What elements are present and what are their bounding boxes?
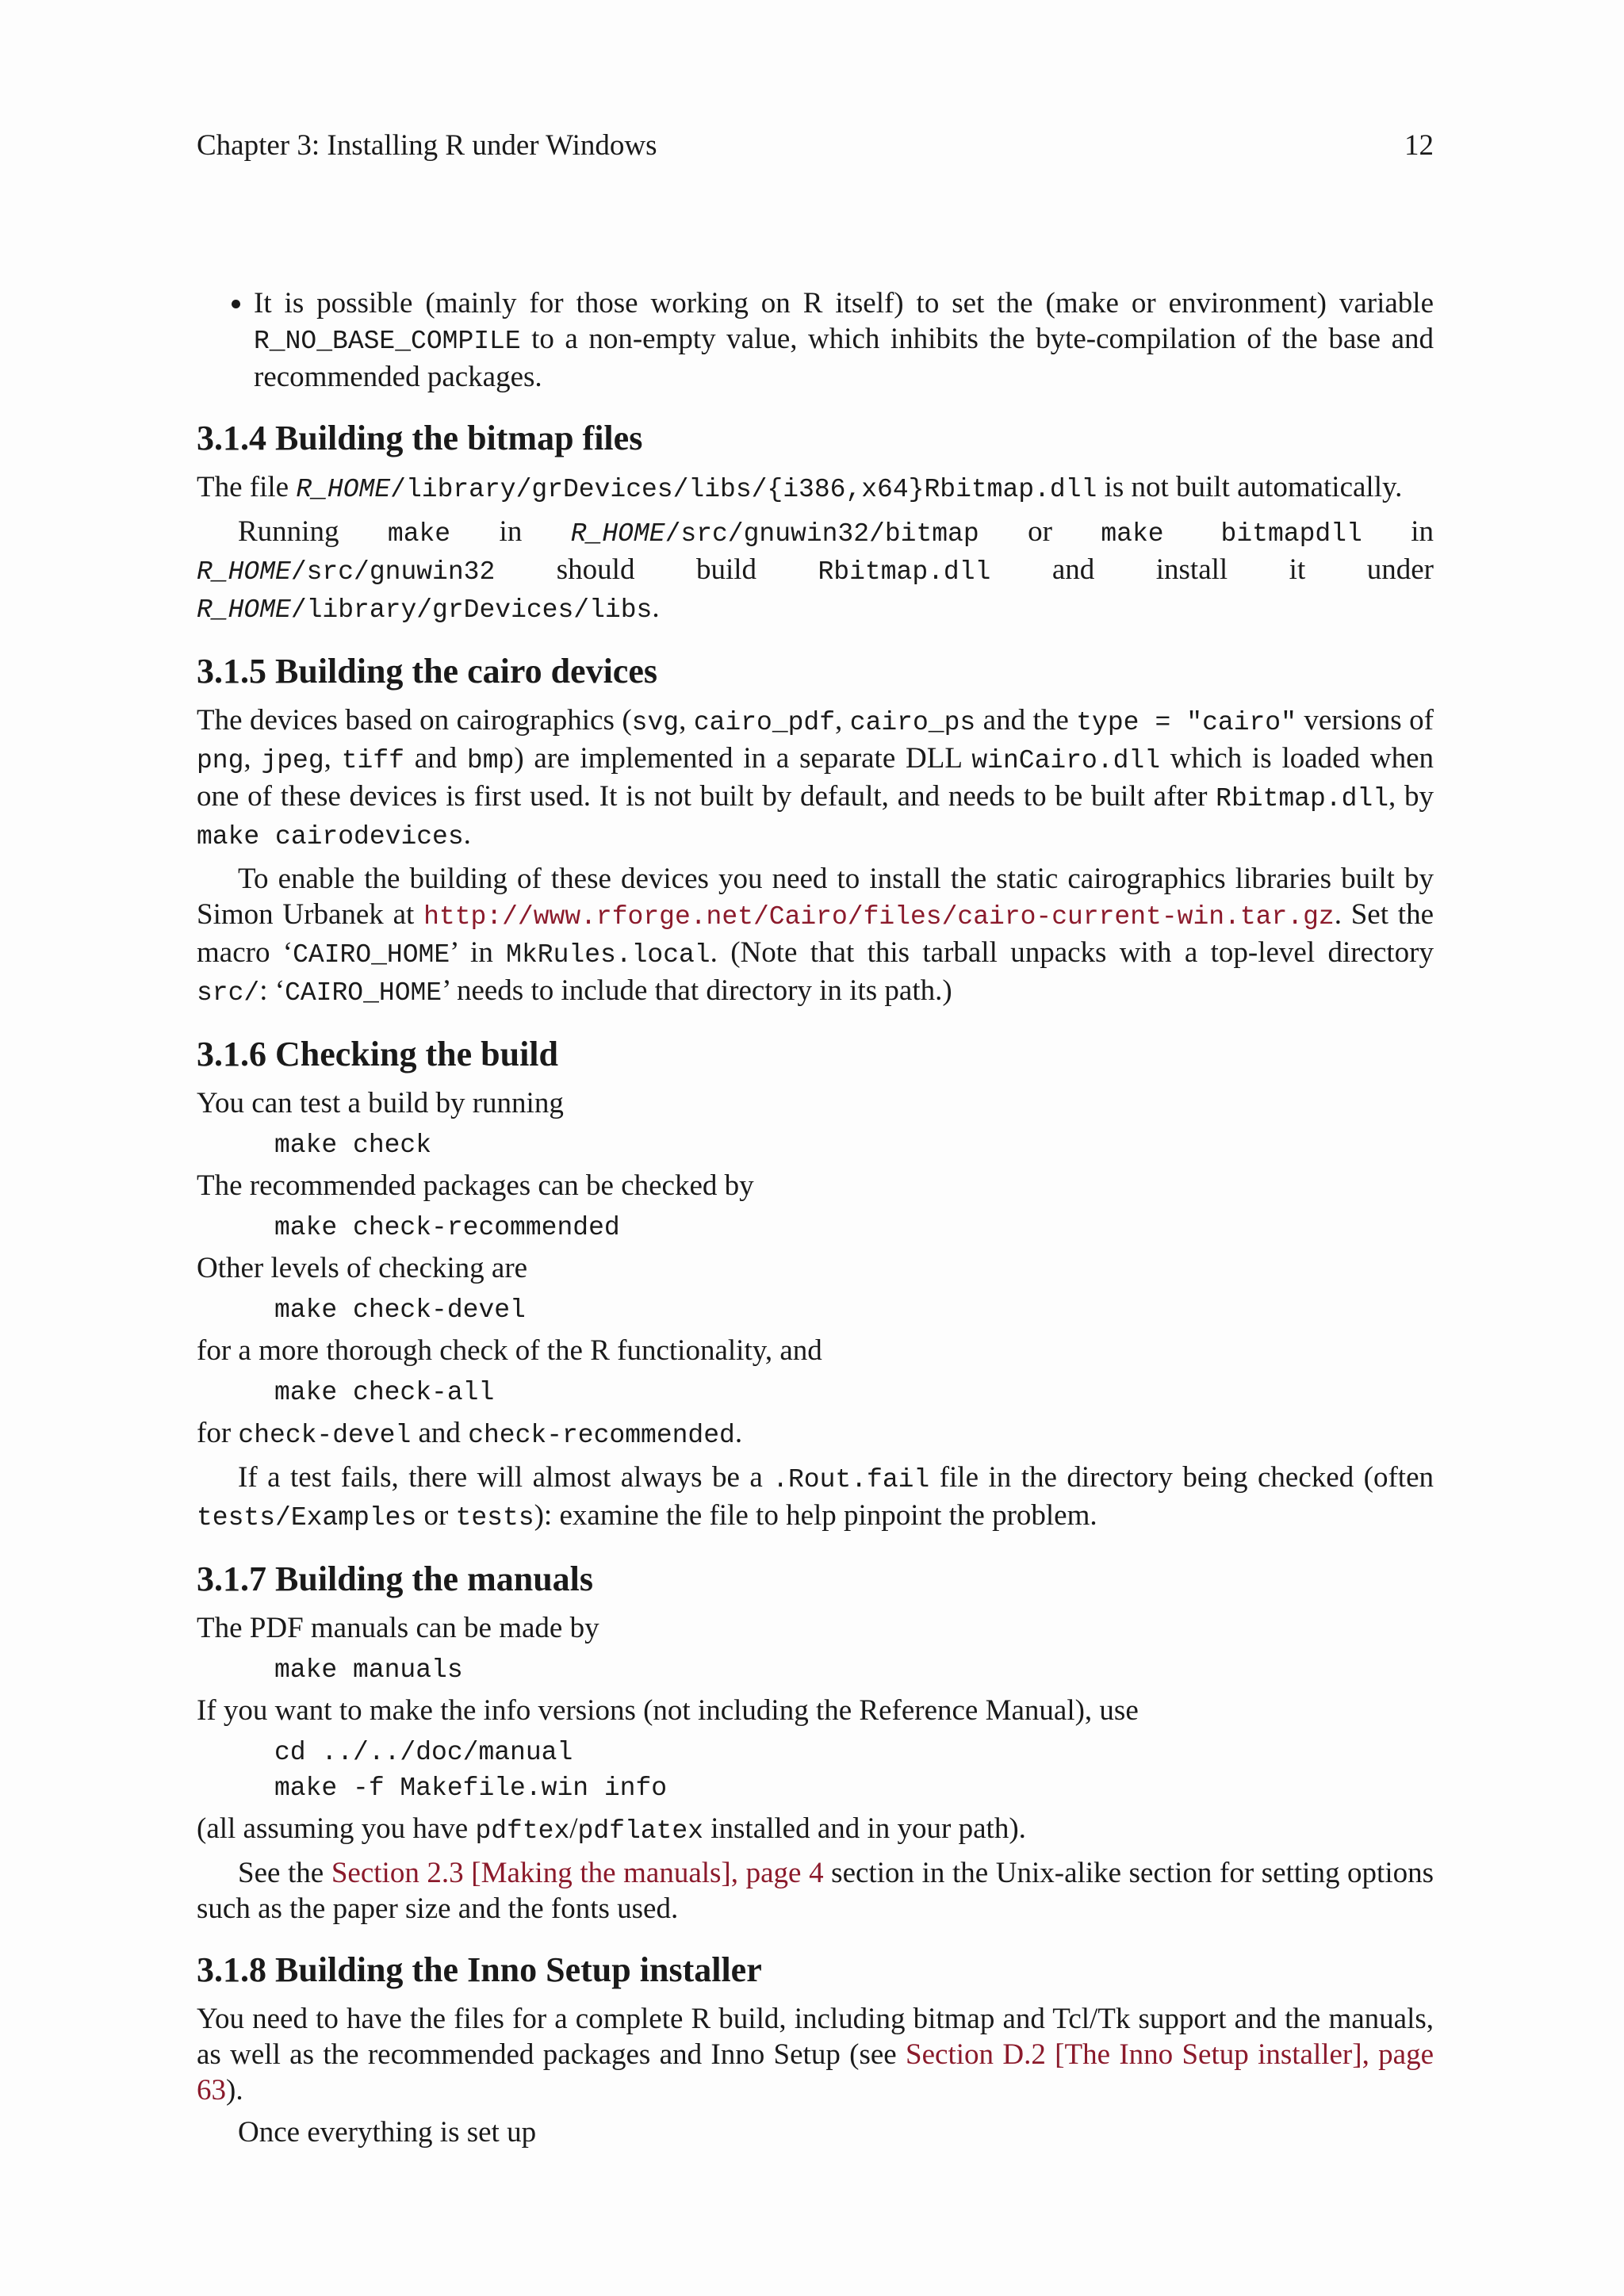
bullet-item [254, 285, 1434, 395]
paragraph [197, 2001, 1434, 2108]
inline-code: make cairodevices [197, 822, 464, 851]
page-content [197, 285, 1434, 2156]
inline-code: pdflatex [577, 1816, 703, 1846]
inline-code: cairo_pdf [693, 708, 836, 737]
text-run: If a test fails, there will almost always be a [238, 1461, 773, 1494]
text-run: The file [197, 471, 297, 503]
page-number: 12 [1404, 129, 1434, 162]
text-run: . (Note that this tarball unpacks with a top-level directory [710, 936, 1434, 969]
paragraph [197, 861, 1434, 1011]
code-block: make check [274, 1131, 432, 1160]
inline-code: /src/gnuwin32 [290, 557, 496, 587]
text-run: The PDF manuals can be made by [197, 1612, 599, 1644]
inline-code: type = "cairo" [1076, 708, 1297, 737]
text-run: versions of [1296, 704, 1434, 737]
inline-code-variable: R_HOME [197, 557, 291, 587]
inline-code-variable: R_HOME [570, 519, 665, 549]
inline-code: Rbitmap.dll [1216, 784, 1388, 813]
inline-code: make [387, 519, 451, 549]
inline-code: R_NO_BASE_COMPILE [254, 327, 521, 356]
section-heading: 3.1.6 Checking the build [197, 1035, 558, 1073]
text-run: installed and in your path). [703, 1812, 1026, 1845]
paragraph [197, 1250, 1434, 1286]
text-run: and install it under [990, 553, 1434, 586]
paragraph [197, 2114, 1434, 2150]
paragraph [197, 1415, 1434, 1453]
text-run: . [734, 1417, 743, 1449]
section-heading: 3.1.7 Building the manuals [197, 1559, 594, 1598]
text-run: in [450, 515, 571, 548]
text-run: If you want to make the info versions (not including the Reference Manual), use [197, 1694, 1139, 1727]
inline-code: CAIRO_HOME [293, 940, 450, 970]
text-run: section in the Unix-alike section for setting options such as the paper size and the fonts used. [197, 1857, 1434, 1925]
text-run: and the [975, 704, 1077, 737]
text-run: in [1362, 515, 1434, 548]
text-run: ’ in [450, 936, 507, 969]
text-run: : ‘ [259, 974, 285, 1007]
text-run: , [324, 742, 342, 775]
code-block: cd ../../doc/manual make -f Makefile.win info [274, 1738, 668, 1803]
text-run: Once everything is set up [238, 2116, 537, 2149]
text-run: Other levels of checking are [197, 1252, 528, 1284]
text-run: file in the directory being checked (often [929, 1461, 1434, 1494]
inline-code: .Rout.fail [772, 1465, 930, 1494]
text-run: (all assuming you have [197, 1812, 476, 1845]
inline-code: tests/Examples [197, 1503, 417, 1533]
inline-code: /library/grDevices/libs [290, 595, 653, 625]
code-block: make check-all [274, 1378, 495, 1407]
code-block: make manuals [274, 1655, 463, 1685]
text-run: for [197, 1417, 239, 1449]
cross-reference-link[interactable]: Section D.2 [The Inno Setup installer], page 63 [197, 2038, 1434, 2107]
text-run: or [416, 1499, 456, 1532]
text-run: . [652, 591, 660, 624]
paragraph [197, 1610, 1434, 1646]
inline-code: png [197, 746, 244, 775]
inline-code: /library/grDevices/libs/{i386,x64}Rbitmap.dll [390, 475, 1097, 504]
inline-code: check-devel [238, 1421, 412, 1450]
text-run: ’ needs to include that directory in its path.) [442, 974, 952, 1007]
text-run: See the [238, 1857, 331, 1889]
text-run: Running [238, 515, 388, 548]
inline-code: MkRules.local [506, 940, 710, 970]
text-run: for a more thorough check of the R functionality, and [197, 1334, 822, 1367]
text-run: should build [495, 553, 818, 586]
inline-code: /src/gnuwin32/bitmap [665, 519, 979, 549]
text-run: You can test a build by running [197, 1087, 564, 1119]
paragraph [197, 1855, 1434, 1927]
inline-code-variable: R_HOME [296, 475, 391, 504]
text-run: It is possible (mainly for those working on R itself) to set the (make or environment) variable [254, 287, 1434, 320]
section-heading: 3.1.5 Building the cairo devices [197, 652, 657, 691]
inline-code: src/ [197, 978, 260, 1008]
text-run: which is loaded when one of these devices is first used. It is not built by default, and needs to be built after [197, 742, 1434, 813]
inline-code: svg [631, 708, 680, 737]
inline-code: cairo_ps [849, 708, 976, 737]
paragraph [197, 1693, 1434, 1728]
text-run: ) are implemented in a separate DLL [514, 742, 972, 775]
text-run: ). [226, 2074, 243, 2107]
paragraph [197, 1811, 1434, 1849]
inline-code: Rbitmap.dll [818, 557, 991, 587]
inline-code: tests [455, 1503, 534, 1533]
paragraph [197, 1333, 1434, 1368]
paragraph [197, 1085, 1434, 1121]
text-run: and [411, 1417, 469, 1449]
text-run: and [404, 742, 467, 775]
section-heading: 3.1.4 Building the bitmap files [197, 419, 643, 457]
text-run: The devices based on cairographics ( [197, 704, 632, 737]
bullet-list [197, 285, 1434, 395]
text-run: . [463, 818, 471, 851]
code-block: make check-recommended [274, 1213, 620, 1242]
text-run: is not built automatically. [1097, 471, 1403, 503]
chapter-title: Chapter 3: Installing R under Windows [197, 129, 657, 162]
inline-code: pdftex [475, 1816, 570, 1846]
inline-code: make bitmapdll [1101, 519, 1362, 549]
section-heading: 3.1.8 Building the Inno Setup installer [197, 1950, 762, 1989]
text-run: to a non-empty value, which inhibits the byte-compilation of the base and recommended packages. [254, 323, 1434, 393]
paragraph [197, 514, 1434, 628]
inline-code: check-recommended [468, 1421, 735, 1450]
cross-reference-link[interactable]: Section 2.3 [Making the manuals], page 4 [331, 1857, 824, 1889]
text-run: , [679, 704, 694, 737]
text-run: You need to have the files for a complete R build, including bitmap and Tcl/Tk support and the manuals, as well as the recommended packages and Inno Setup (see [197, 2003, 1434, 2071]
text-run: , by [1388, 780, 1434, 813]
text-run: , [243, 742, 262, 775]
paragraph [197, 1168, 1434, 1203]
code-block: make check-devel [274, 1295, 526, 1325]
inline-code: winCairo.dll [971, 746, 1161, 775]
text-run: , [835, 704, 850, 737]
paragraph [197, 1460, 1434, 1536]
inline-code: bmp [466, 746, 515, 775]
url-link[interactable]: http://www.rforge.net/Cairo/files/cairo-current-win.tar.gz [423, 902, 1335, 932]
inline-code: CAIRO_HOME [285, 978, 442, 1008]
page-header [197, 128, 1434, 163]
text-run: . Set the macro ‘ [197, 898, 1434, 969]
text-run: or [979, 515, 1101, 548]
text-run: The recommended packages can be checked by [197, 1169, 754, 1202]
paragraph [197, 469, 1434, 507]
text-run: To enable the building of these devices you need to install the static cairographics libraries built by Simon Urbanek at [197, 863, 1434, 931]
text-run: ): examine the file to help pinpoint the problem. [534, 1499, 1097, 1532]
paragraph [197, 702, 1434, 855]
inline-code-variable: R_HOME [197, 595, 291, 625]
inline-code: jpeg [261, 746, 324, 775]
text-run: / [569, 1812, 578, 1845]
inline-code: tiff [341, 746, 404, 775]
